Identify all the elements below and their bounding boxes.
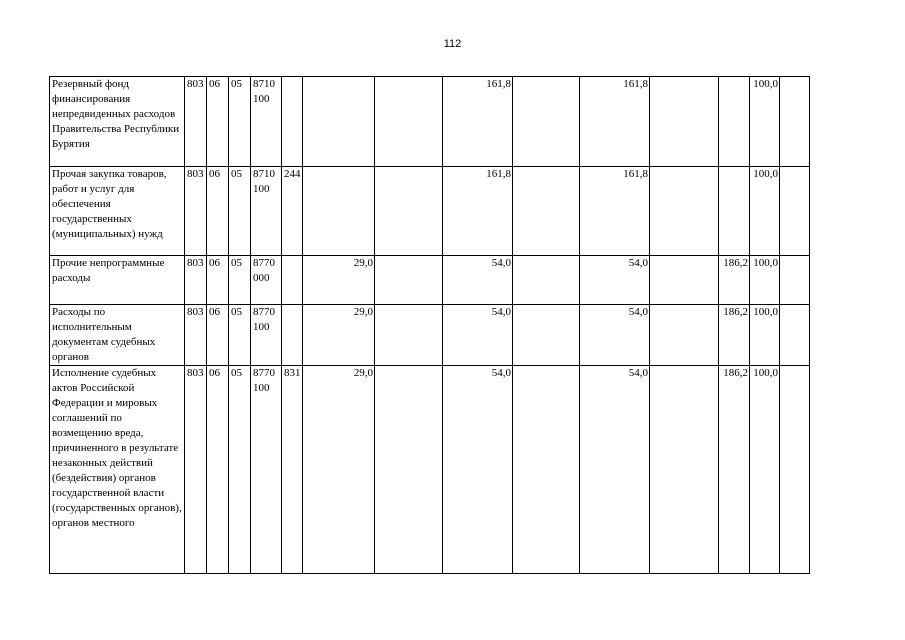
value-col-1: 29,0 — [303, 305, 375, 366]
value-col-3: 54,0 — [443, 366, 513, 574]
target-article-code: 8770 100 — [251, 305, 282, 366]
value-col-5: 54,0 — [580, 256, 650, 305]
subsection-code: 05 — [229, 256, 251, 305]
value-col-9 — [780, 305, 810, 366]
subsection-code: 05 — [229, 305, 251, 366]
value-col-8: 100,0 — [750, 167, 780, 256]
value-col-3: 161,8 — [443, 167, 513, 256]
value-col-2 — [375, 77, 443, 167]
value-col-5: 161,8 — [580, 77, 650, 167]
value-col-4 — [513, 256, 580, 305]
subsection-code: 05 — [229, 167, 251, 256]
row-name: Резервный фонд финансирования непредвиденных расходов Правительства Республики Бурятия — [50, 77, 185, 167]
subsection-code: 05 — [229, 366, 251, 574]
row-name: Расходы по исполнительным документам судебных органов — [50, 305, 185, 366]
value-col-5: 54,0 — [580, 366, 650, 574]
expense-type-code — [282, 305, 303, 366]
value-col-8: 100,0 — [750, 366, 780, 574]
target-article-code: 8770 000 — [251, 256, 282, 305]
value-col-1: 29,0 — [303, 256, 375, 305]
value-col-8: 100,0 — [750, 256, 780, 305]
value-col-7: 186,2 — [719, 256, 750, 305]
section-code: 06 — [207, 77, 229, 167]
value-col-7 — [719, 77, 750, 167]
ved-code: 803 — [185, 305, 207, 366]
row-name: Исполнение судебных актов Российской Федерации и мировых соглашений по возмещению вреда, причиненного в результате незаконных действий (бездействия) органов государственной власти (государственных органов), органов местного — [50, 366, 185, 574]
expense-type-code — [282, 77, 303, 167]
budget-table — [49, 76, 810, 574]
value-col-1 — [303, 167, 375, 256]
value-col-9 — [780, 77, 810, 167]
table-row — [50, 167, 810, 256]
section-code: 06 — [207, 167, 229, 256]
value-col-2 — [375, 256, 443, 305]
value-col-6 — [650, 366, 719, 574]
row-name: Прочая закупка товаров, работ и услуг для обеспечения государственных (муниципальных) нужд — [50, 167, 185, 256]
value-col-3: 54,0 — [443, 305, 513, 366]
value-col-6 — [650, 256, 719, 305]
value-col-2 — [375, 167, 443, 256]
value-col-4 — [513, 77, 580, 167]
value-col-1 — [303, 77, 375, 167]
value-col-7 — [719, 167, 750, 256]
expense-type-code: 831 — [282, 366, 303, 574]
value-col-1: 29,0 — [303, 366, 375, 574]
ved-code: 803 — [185, 167, 207, 256]
value-col-3: 54,0 — [443, 256, 513, 305]
value-col-8: 100,0 — [750, 305, 780, 366]
table-row — [50, 366, 810, 574]
table-row — [50, 305, 810, 366]
section-code: 06 — [207, 256, 229, 305]
table-row — [50, 256, 810, 305]
target-article-code: 8710 100 — [251, 167, 282, 256]
value-col-3: 161,8 — [443, 77, 513, 167]
value-col-2 — [375, 305, 443, 366]
subsection-code: 05 — [229, 77, 251, 167]
value-col-5: 161,8 — [580, 167, 650, 256]
value-col-9 — [780, 256, 810, 305]
ved-code: 803 — [185, 77, 207, 167]
value-col-4 — [513, 305, 580, 366]
target-article-code: 8770 100 — [251, 366, 282, 574]
row-name: Прочие непрограммные расходы — [50, 256, 185, 305]
value-col-6 — [650, 77, 719, 167]
value-col-4 — [513, 167, 580, 256]
value-col-9 — [780, 366, 810, 574]
table-row — [50, 77, 810, 167]
value-col-6 — [650, 305, 719, 366]
value-col-6 — [650, 167, 719, 256]
value-col-7: 186,2 — [719, 366, 750, 574]
ved-code: 803 — [185, 366, 207, 574]
value-col-2 — [375, 366, 443, 574]
section-code: 06 — [207, 366, 229, 574]
target-article-code: 8710 100 — [251, 77, 282, 167]
section-code: 06 — [207, 305, 229, 366]
value-col-7: 186,2 — [719, 305, 750, 366]
expense-type-code: 244 — [282, 167, 303, 256]
value-col-5: 54,0 — [580, 305, 650, 366]
value-col-9 — [780, 167, 810, 256]
expense-type-code — [282, 256, 303, 305]
ved-code: 803 — [185, 256, 207, 305]
value-col-4 — [513, 366, 580, 574]
value-col-8: 100,0 — [750, 77, 780, 167]
page-number: 112 — [443, 38, 462, 50]
